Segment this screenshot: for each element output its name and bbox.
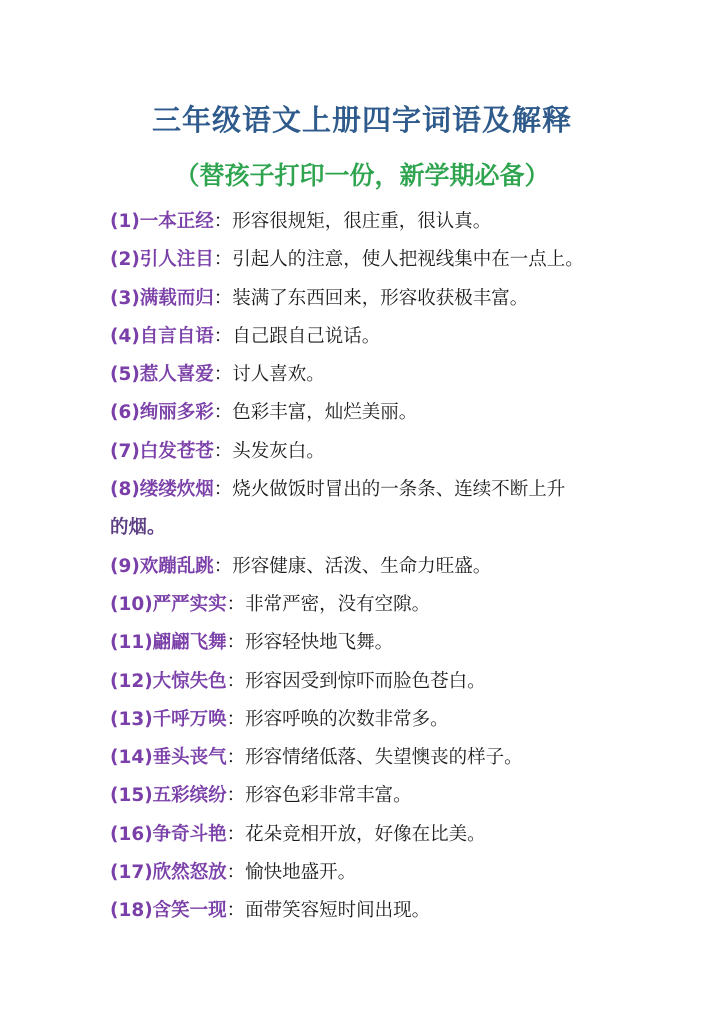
idiom-term: (14)垂头丧气 — [110, 747, 227, 769]
idiom-term: (11)翩翩飞舞 — [110, 632, 227, 654]
list-item — [110, 203, 630, 241]
idiom-definition: ：装满了东西回来，形容收获极丰富。 — [213, 287, 529, 309]
idiom-term: (5)惹人喜爱 — [110, 364, 214, 386]
list-item — [110, 777, 630, 815]
idiom-definition: ：自己跟自己说话。 — [213, 325, 381, 347]
idiom-definition: ：形容色彩非常丰富。 — [226, 785, 412, 807]
idiom-definition: ：愉快地盛开。 — [226, 862, 357, 884]
page-subtitle: （替孩子打印一份，新学期必备） — [174, 161, 550, 190]
idiom-term: (18)含笑一现 — [110, 900, 227, 922]
list-item — [110, 854, 630, 892]
list-item — [110, 548, 630, 586]
list-item — [110, 241, 630, 279]
idiom-term: (8)缕缕炊烟 — [110, 479, 214, 501]
idiom-term: (2)引人注目 — [110, 249, 214, 271]
list-item — [110, 394, 630, 432]
list-item — [110, 701, 630, 739]
idiom-definition: ：形容情绪低落、失望懊丧的样子。 — [226, 747, 523, 769]
idiom-term: (6)绚丽多彩 — [110, 402, 214, 424]
idiom-term: (10)严严实实 — [110, 593, 227, 615]
idiom-definition: ：形容轻快地飞舞。 — [226, 632, 394, 654]
idiom-definition: ：头发灰白。 — [213, 440, 325, 462]
idiom-term: (7)白发苍苍 — [110, 440, 214, 462]
list-item — [110, 663, 630, 701]
idiom-definition: ：引起人的注意，使人把视线集中在一点上。 — [213, 249, 584, 271]
list-item — [110, 892, 630, 930]
idiom-definition: ：花朵竞相开放，好像在比美。 — [226, 823, 486, 845]
list-item — [110, 816, 630, 854]
idiom-term: (17)欣然怒放 — [110, 862, 227, 884]
list-item — [110, 280, 630, 318]
idiom-term: (3)满载而归 — [110, 287, 214, 309]
idiom-term: (1)一本正经 — [110, 211, 214, 232]
idiom-definition: ：色彩丰富，灿烂美丽。 — [213, 402, 418, 424]
list-item — [110, 471, 630, 509]
idiom-definition: ：讨人喜欢。 — [213, 364, 325, 386]
list-item — [110, 624, 630, 662]
idiom-definition: ：非常严密，没有空隙。 — [226, 593, 431, 615]
list-item — [110, 356, 630, 394]
idiom-definition: ：形容因受到惊吓而脸色苍白。 — [226, 670, 486, 692]
list-item — [110, 318, 630, 356]
list-item — [110, 586, 630, 624]
page-title: 三年级语文上册四字词语及解释 — [151, 103, 572, 137]
list-item — [110, 739, 630, 777]
idiom-definition: ：烧火做饭时冒出的一条条、连续不断上升 — [213, 479, 566, 501]
idiom-definition: ：形容健康、活泼、生命力旺盛。 — [213, 555, 492, 577]
definition-continuation: 的烟。 — [110, 517, 166, 539]
list-item — [110, 433, 630, 471]
idiom-term: (13)千呼万唤 — [110, 708, 227, 730]
idiom-term: (4)自言自语 — [110, 325, 214, 347]
idiom-definition: ：面带笑容短时间出现。 — [226, 900, 431, 922]
idiom-term: (16)争奇斗艳 — [110, 823, 227, 845]
idiom-definition: ：形容很规矩，很庄重，很认真。 — [213, 211, 492, 232]
idiom-term: (12)大惊失色 — [110, 670, 227, 692]
vocabulary-list — [110, 203, 630, 931]
idiom-definition: ：形容呼唤的次数非常多。 — [226, 708, 449, 730]
idiom-term: (9)欢蹦乱跳 — [110, 555, 214, 577]
idiom-term: (15)五彩缤纷 — [110, 785, 227, 807]
